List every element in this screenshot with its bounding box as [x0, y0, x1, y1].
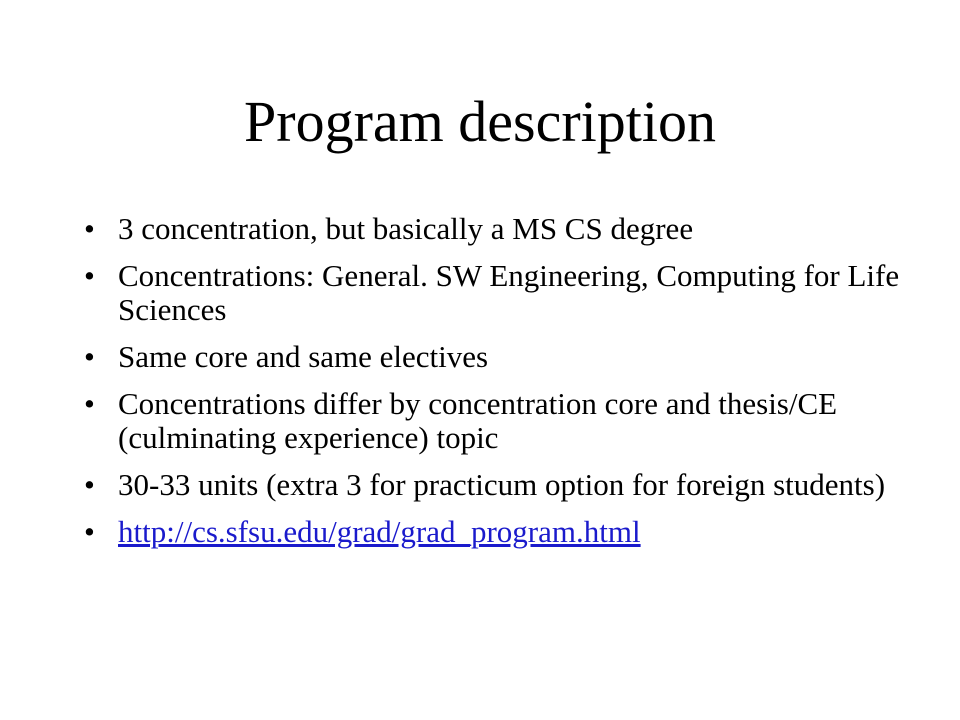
- bullet-icon: •: [84, 467, 95, 502]
- bullet-item: [80, 340, 900, 374]
- bullet-item: [80, 259, 900, 327]
- slide-title: Program description: [244, 89, 716, 154]
- bullet-text: Concentrations differ by concentration core and thesis/CE (culminating experience) topic: [118, 386, 838, 455]
- bullet-item: [80, 468, 900, 502]
- bullet-icon: •: [84, 258, 95, 293]
- bullet-item: [80, 387, 900, 455]
- bullet-item: [80, 515, 900, 549]
- bullet-list: [80, 212, 900, 562]
- bullet-item: [80, 212, 900, 246]
- bullet-text: 3 concentration, but basically a MS CS degree: [118, 211, 694, 246]
- bullet-icon: •: [84, 211, 95, 246]
- program-link[interactable]: http://cs.sfsu.edu/grad/grad_program.html: [118, 514, 641, 549]
- bullet-icon: •: [84, 386, 95, 421]
- bullet-text: Same core and same electives: [118, 339, 489, 374]
- bullet-text: Concentrations: General. SW Engineering, Computing for Life Sciences: [118, 258, 900, 327]
- bullet-icon: •: [84, 339, 95, 374]
- bullet-text: 30-33 units (extra 3 for practicum option for foreign students): [118, 467, 886, 502]
- bullet-icon: •: [84, 514, 95, 549]
